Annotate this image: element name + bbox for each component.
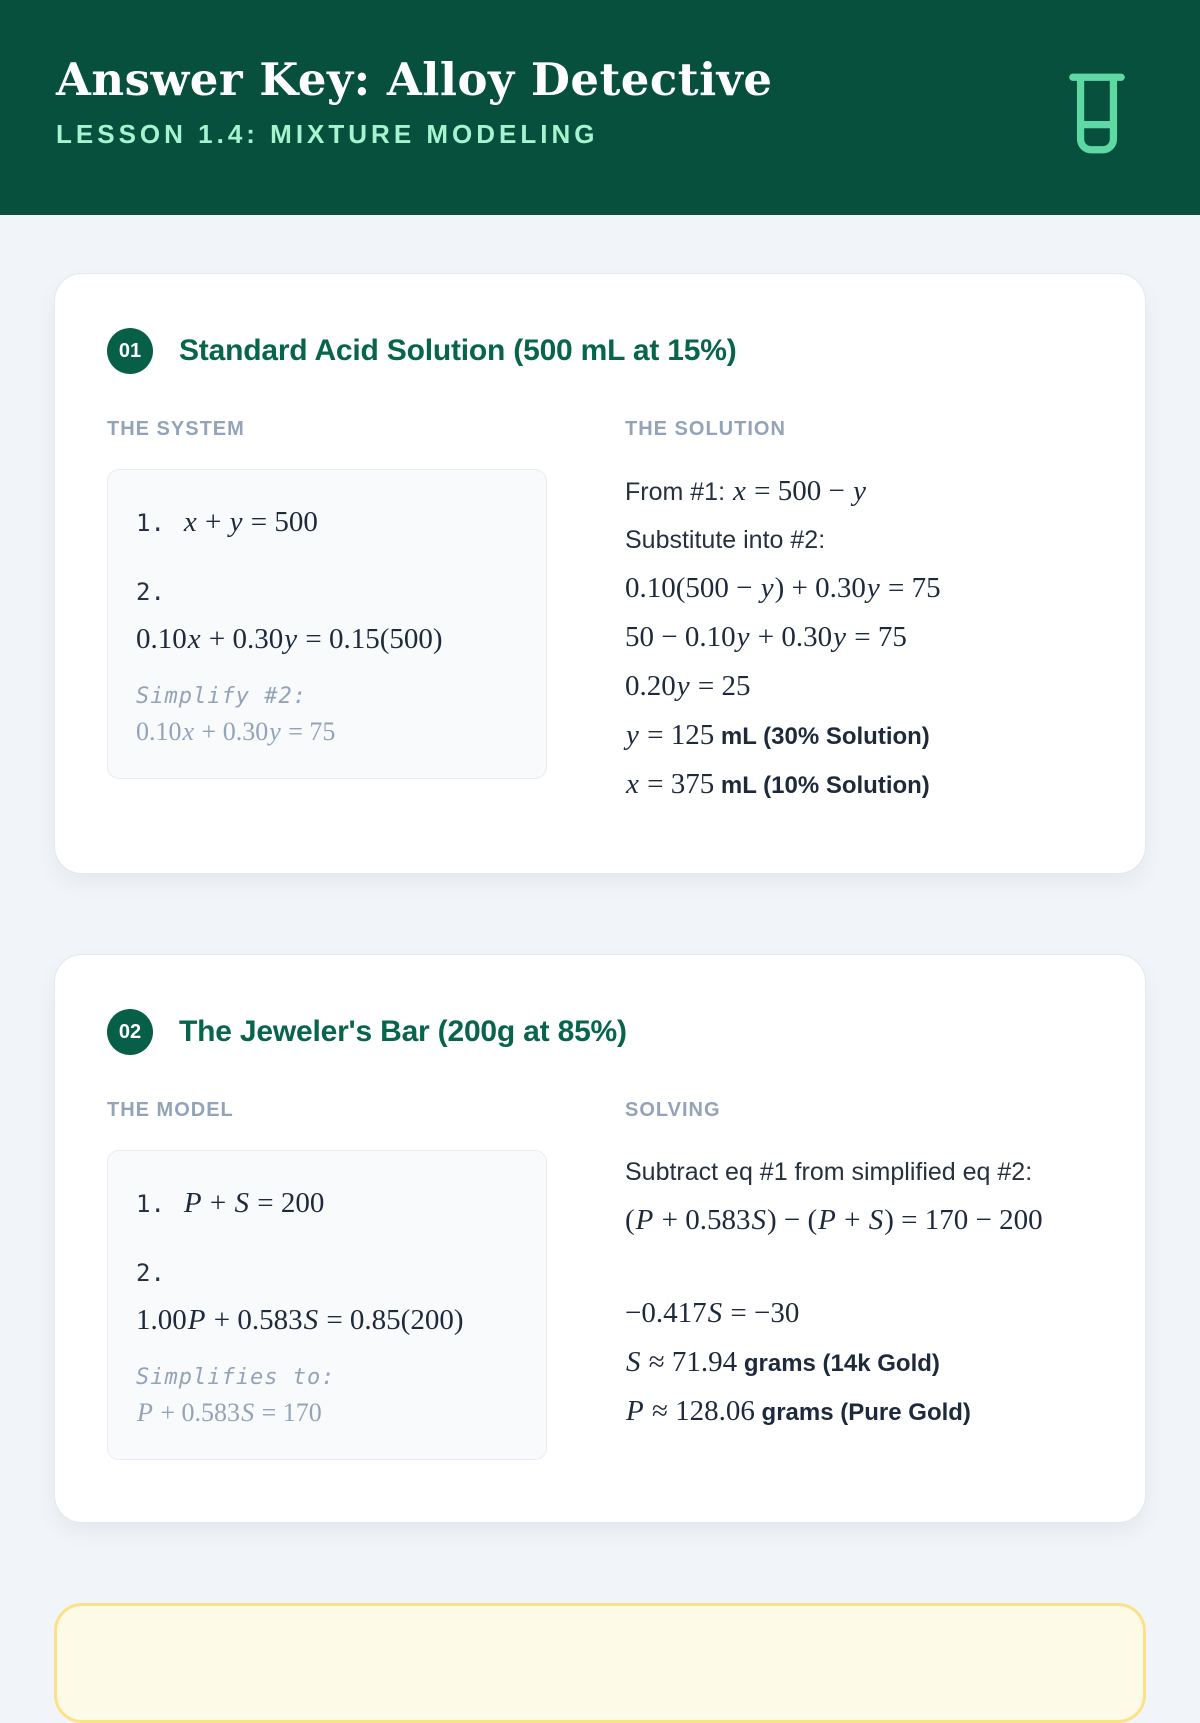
equation-box [107,469,547,779]
text-segment: Simplifies to: [136,1365,336,1390]
right-column-header: THE SOLUTION [625,418,786,440]
card-columns [107,1099,1093,1460]
solution-line [625,762,1049,811]
solution-line [625,1291,1049,1340]
equation-box [107,1150,547,1460]
text-segment: 0.10x + 0.30y = 0.15(500) [136,623,443,655]
answer-card [54,954,1146,1523]
text-segment: (P + 0.583S) − (P + S) = 170 − 200 [625,1204,1043,1236]
equation-line [136,1183,518,1228]
equation-line [136,716,518,752]
text-segment: S ≈ 71.94 [626,1346,738,1378]
text-segment: 0.10(500 − y) + 0.30y = 75 [625,572,941,604]
card-title: The Jeweler's Bar (200g at 85%) [179,1015,627,1048]
text-segment: −0.417S = −30 [625,1297,800,1329]
text-segment: 1. [136,1190,165,1218]
solution-line [625,1340,1049,1389]
lesson-subtitle: LESSON 1.4: MIXTURE MODELING [56,119,599,149]
text-segment: 0.20y = 25 [625,670,751,702]
beaker-icon [1068,70,1126,160]
solution-steps [625,469,1049,811]
solution-line [625,1389,1049,1438]
solution-line [625,469,1049,518]
text-segment: y = 125 [626,719,715,751]
card-header [107,1009,1093,1055]
solution-line [625,664,1049,713]
solution-line [625,518,1049,566]
left-column [107,418,547,779]
equation-line [136,1397,518,1433]
solution-line [625,1247,1049,1291]
solution-line [625,615,1049,664]
text-segment: mL (10% Solution) [714,772,930,799]
solution-line [625,1150,1049,1198]
right-column-header: SOLVING [625,1099,721,1121]
page-title: Answer Key: Alloy Detective [56,53,773,106]
text-segment: P + 0.583S = 170 [137,1398,322,1427]
page-header [0,0,1200,215]
text-segment: x = 375 [626,768,715,800]
equation-line [136,1363,518,1395]
right-column [625,1099,1049,1438]
answer-card [54,273,1146,874]
solution-line [625,566,1049,615]
text-segment: 2. [136,1259,165,1287]
card-number-badge: 01 [107,328,153,374]
text-segment: Subtract eq #1 from simplified eq #2: [625,1158,1033,1186]
text-segment: P + S = 200 [183,1187,325,1219]
text-segment: Substitute into #2: [625,526,826,554]
right-column [625,418,1049,811]
equation-line [136,502,518,547]
text-segment: 1. [136,509,165,537]
text-segment: 2. [136,578,165,606]
left-column-header: THE MODEL [107,1099,234,1121]
solution-line [625,1198,1049,1247]
text-segment: grams (Pure Gold) [754,1399,971,1426]
text-segment: P ≈ 128.06 [626,1395,755,1427]
text-segment: mL (30% Solution) [714,723,930,750]
text-segment: 1.00P + 0.583S = 0.85(200) [136,1304,464,1336]
solution-line [625,713,1049,762]
left-column [107,1099,547,1460]
answer-cards [0,215,1200,1523]
text-segment: x + y = 500 [183,506,318,538]
card-title: Standard Acid Solution (500 mL at 15%) [179,334,737,367]
card-columns [107,418,1093,811]
equation-line [136,682,518,714]
card-number-badge: 02 [107,1009,153,1055]
text-segment: grams (14k Gold) [737,1350,940,1377]
card-header [107,328,1093,374]
text-segment: 50 − 0.10y + 0.30y = 75 [625,621,907,653]
equation-line [136,1256,518,1294]
text-segment: x = 500 − y [732,475,866,507]
tip-box [54,1603,1146,1723]
equation-line [136,575,518,613]
text-segment: 0.10x + 0.30y = 75 [136,717,336,746]
left-column-header: THE SYSTEM [107,418,245,440]
text-segment: From #1: [625,478,732,506]
solution-steps [625,1150,1049,1438]
equation-line [136,619,518,664]
text-segment: Simplify #2: [136,684,307,709]
equation-line [136,1300,518,1345]
